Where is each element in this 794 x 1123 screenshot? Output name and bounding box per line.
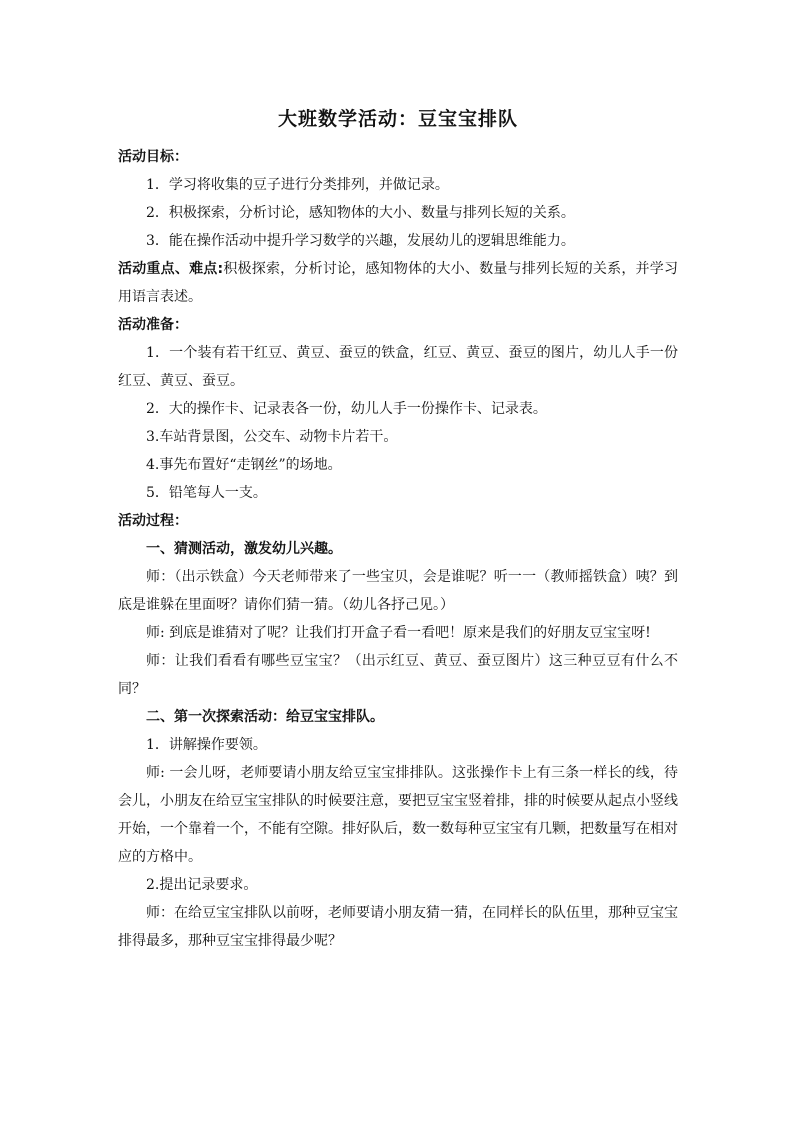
document-title: 大班数学活动：豆宝宝排队 [277, 108, 518, 130]
process-paragraph: 2.提出记录要求。 [146, 877, 258, 893]
prep-heading: 活动准备： [118, 317, 188, 333]
process-paragraph: 师: 一会儿呀，老师要请小朋友给豆宝宝排排队。这张操作卡上有三条一样长的线，待会儿，小朋友在给豆宝宝排队的时候要注意，要把豆宝宝竖着排，排的时候要从起点小竖线开始，一个靠着一个，不能有空隙。排好队后，数一数每种豆宝宝有几颗，把数量写在相对应的方格中。 [118, 765, 678, 865]
key-points-text: 积极探索，分析讨论，感知物体的大小、数量与排列长短的关系，并学习用语言表述。 [118, 261, 678, 305]
goal-item: 2．积极探索，分析讨论，感知物体的大小、数量与排列长短的关系。 [146, 205, 575, 221]
goal-item: 3．能在操作活动中提升学习数学的兴趣，发展幼儿的逻辑思维能力。 [146, 233, 575, 249]
goals-heading: 活动目标： [118, 149, 188, 165]
key-points-paragraph [118, 255, 678, 311]
prep-item: 1．一个装有若干红豆、黄豆、蚕豆的铁盒，红豆、黄豆、蚕豆的图片，幼儿人手一份红豆、黄豆、蚕豆。 [118, 345, 678, 389]
prep-item: 5．铅笔每人一支。 [146, 485, 267, 501]
goal-item: 1．学习将收集的豆子进行分类排列，并做记录。 [146, 177, 449, 193]
key-points-heading: 活动重点、难点: [118, 261, 224, 277]
prep-item: 2．大的操作卡、记录表各一份，幼儿人手一份操作卡、记录表。 [146, 401, 547, 417]
process-paragraph: 1．讲解操作要领。 [146, 737, 267, 753]
process-heading: 活动过程： [118, 513, 188, 529]
process-paragraph: 师：在给豆宝宝排队以前呀，老师要请小朋友猜一猜，在同样长的队伍里，那种豆宝宝排得最多，那种豆宝宝排得最少呢？ [118, 905, 678, 949]
prep-item: 3.车站背景图，公交车、动物卡片若干。 [146, 429, 398, 445]
process-part2-title: 二、第一次探索活动：给豆宝宝排队。 [146, 709, 384, 725]
process-paragraph: 师: 到底是谁猜对了呢？让我们打开盒子看一看吧！原来是我们的好朋友豆宝宝呀! [146, 625, 651, 641]
document-body [118, 143, 678, 955]
process-paragraph: 师：让我们看看有哪些豆宝宝？（出示红豆、黄豆、蚕豆图片）这三种豆豆有什么不同？ [118, 653, 678, 697]
process-part1-title: 一、猜测活动，激发幼儿兴趣。 [146, 541, 342, 557]
prep-item: 4.事先布置好“走钢丝”的场地。 [146, 457, 342, 473]
process-paragraph: 师：（出示铁盒）今天老师带来了一些宝贝，会是谁呢？听一一（教师摇铁盒）咦？到底是谁躲在里面呀？请你们猜一猜。（幼儿各抒己见。） [118, 569, 678, 613]
